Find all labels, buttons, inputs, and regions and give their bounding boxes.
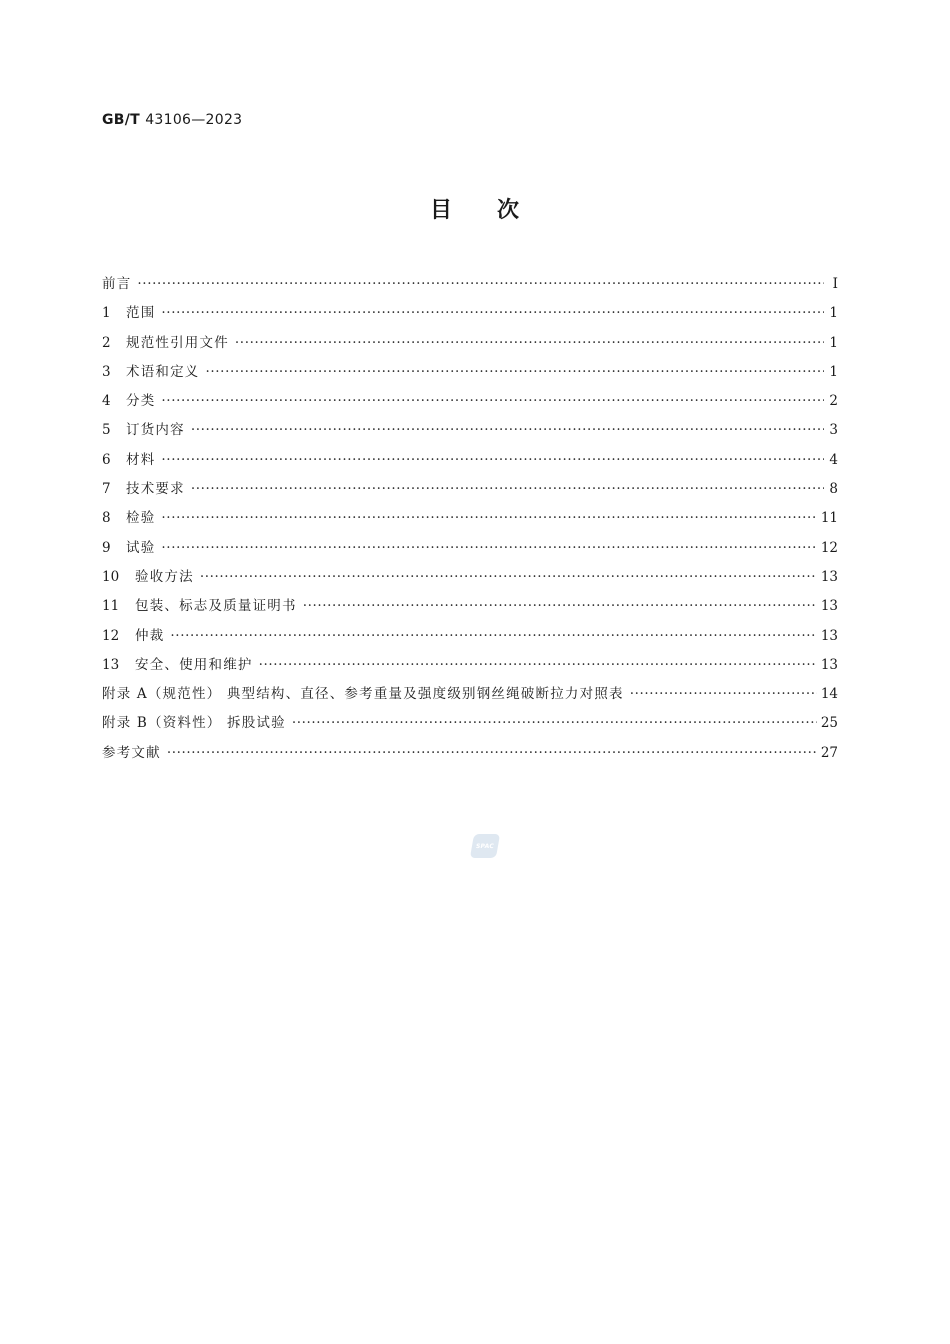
toc-entry-3[interactable] xyxy=(102,358,838,387)
toc-leader-dots xyxy=(206,358,825,387)
toc-page-number: 11 xyxy=(820,510,838,527)
toc-leader-dots xyxy=(303,592,817,621)
toc-entry-text: 订货内容 xyxy=(126,422,185,439)
toc-entry-text: 检验 xyxy=(126,510,156,527)
toc-page-number: 4 xyxy=(829,451,838,468)
toc-page-number: 14 xyxy=(820,686,838,703)
toc-entry-number: 10 xyxy=(102,568,120,585)
toc-entry-number: 4 xyxy=(102,393,111,410)
toc-entry-11[interactable] xyxy=(102,592,838,621)
toc-entry-text: 范围 xyxy=(126,305,156,322)
toc-entry-text: 前言 xyxy=(102,276,132,292)
toc-entry-preface[interactable] xyxy=(102,270,838,299)
toc-page-number: 2 xyxy=(829,393,838,410)
toc-entry-number: 5 xyxy=(102,422,111,439)
toc-entry-text: 分类 xyxy=(126,393,156,410)
standard-code xyxy=(102,112,242,128)
toc-entry-4[interactable] xyxy=(102,387,838,416)
toc-entry-text: 验收方法 xyxy=(135,568,194,585)
toc-page-number: 12 xyxy=(820,539,838,556)
toc-entry-text: 试验 xyxy=(126,539,156,556)
toc-page-number: 8 xyxy=(829,481,838,498)
toc-leader-dots xyxy=(137,270,824,299)
toc-leader-dots xyxy=(259,651,817,680)
toc-entry-6[interactable] xyxy=(102,446,838,475)
toc-entry-text: 参考文献 xyxy=(102,744,161,761)
toc-entry-13[interactable] xyxy=(102,651,838,680)
toc-page-number: 13 xyxy=(820,656,838,673)
toc-entry-text: 附录 A（规范性） 典型结构、直径、参考重量及强度级别钢丝绳破断拉力对照表 xyxy=(102,686,624,703)
toc-entry-text: 仲裁 xyxy=(135,627,165,644)
toc-entry-number: 8 xyxy=(102,510,111,527)
standard-number: 43106—2023 xyxy=(145,112,243,128)
toc-entry-number: 12 xyxy=(102,627,120,644)
toc-leader-dots xyxy=(200,563,817,592)
toc-leader-dots xyxy=(235,329,824,358)
toc-leader-dots xyxy=(170,622,816,651)
title-char-1: 目 xyxy=(429,198,453,223)
toc-leader-dots xyxy=(161,534,816,563)
toc-entry-references[interactable] xyxy=(102,739,838,768)
toc-leader-dots xyxy=(161,387,824,416)
toc-entry-2[interactable] xyxy=(102,329,838,358)
toc-entry-5[interactable] xyxy=(102,416,838,445)
toc-entry-7[interactable] xyxy=(102,475,838,504)
toc-entry-text: 技术要求 xyxy=(126,481,185,498)
toc-entry-8[interactable] xyxy=(102,504,838,533)
toc-entry-text: 材料 xyxy=(126,451,156,468)
toc-leader-dots xyxy=(161,446,824,475)
page-title xyxy=(0,193,950,224)
toc-entry-text: 术语和定义 xyxy=(126,363,200,380)
watermark-logo xyxy=(470,834,500,858)
toc-page-number: 1 xyxy=(829,305,838,322)
toc-leader-dots xyxy=(161,299,824,328)
title-char-2: 次 xyxy=(497,198,521,223)
toc-page-number: 3 xyxy=(829,422,838,439)
toc-leader-dots xyxy=(167,739,817,768)
toc-entry-text: 规范性引用文件 xyxy=(126,334,229,351)
toc-entry-appendix-b[interactable] xyxy=(102,709,838,738)
toc-entry-number: 11 xyxy=(102,598,120,615)
toc-entry-9[interactable] xyxy=(102,534,838,563)
toc-entry-1[interactable] xyxy=(102,299,838,328)
toc-page-number: 1 xyxy=(829,334,838,351)
watermark-text: SPAC xyxy=(475,842,495,850)
toc-leader-dots xyxy=(630,680,817,709)
toc-page-number: 27 xyxy=(820,744,838,761)
toc-entry-appendix-a[interactable] xyxy=(102,680,838,709)
toc-entry-number: 13 xyxy=(102,656,120,673)
toc-page-number: 13 xyxy=(820,568,838,585)
toc-entry-10[interactable] xyxy=(102,563,838,592)
standard-prefix: GB/T xyxy=(102,112,141,128)
toc-page-number: 1 xyxy=(829,363,838,380)
toc-entry-text: 包装、标志及质量证明书 xyxy=(135,598,297,615)
toc-entry-number: 7 xyxy=(102,481,111,498)
toc-page-number: 13 xyxy=(820,598,838,615)
toc-page-number: 25 xyxy=(820,715,838,732)
toc-entry-number: 6 xyxy=(102,451,111,468)
toc-entry-text: 附录 B（资料性） 拆股试验 xyxy=(102,715,286,732)
toc-entry-number: 3 xyxy=(102,363,111,380)
toc-leader-dots xyxy=(161,504,816,533)
toc-page-number: 13 xyxy=(820,627,838,644)
toc-leader-dots xyxy=(292,709,817,738)
toc-entry-number: 9 xyxy=(102,539,111,556)
toc-entry-text: 安全、使用和维护 xyxy=(135,656,253,673)
toc-page-number: Ⅰ xyxy=(832,276,838,292)
toc-entry-number: 2 xyxy=(102,334,111,351)
toc-leader-dots xyxy=(191,416,824,445)
table-of-contents xyxy=(102,270,838,768)
toc-leader-dots xyxy=(191,475,824,504)
toc-entry-12[interactable] xyxy=(102,622,838,651)
toc-entry-number: 1 xyxy=(102,305,111,322)
